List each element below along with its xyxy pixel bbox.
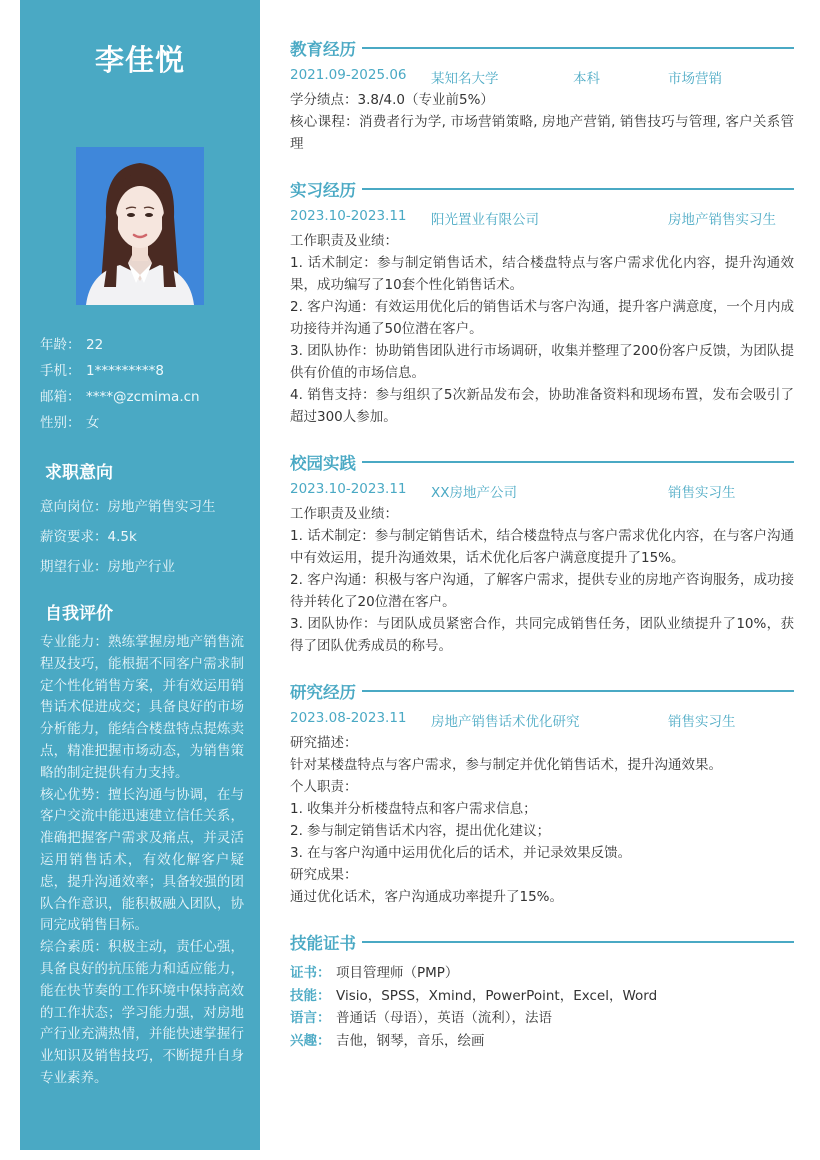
candidate-name: 李佳悦: [94, 43, 185, 77]
info-label: 手机：: [40, 363, 81, 379]
profile-photo: [76, 147, 204, 305]
portrait-image-icon: [76, 147, 204, 305]
research-line: 2. 参与制定销售话术内容，提出优化建议；: [290, 823, 551, 839]
research-line: 研究描述：: [290, 735, 358, 751]
intent-industry: [40, 556, 255, 586]
research-line: 3. 在与客户沟通中运用优化后的话术，并记录效果反馈。: [290, 845, 632, 861]
intern-line: 1. 话术制定：参与制定销售话术，结合楼盘特点与客户需求优化内容，提升沟通效果，成功编写了10套个性化销售话术。: [290, 255, 794, 293]
campus-period: 2023.10-2023.11: [290, 481, 407, 497]
section-divider: [362, 690, 794, 692]
skill-value: 项目管理师（PMP）: [336, 965, 459, 981]
edu-period: 2021.09-2025.06: [290, 67, 407, 83]
skill-value: Visio，SPSS，Xmind，PowerPoint，Excel，Word: [336, 987, 658, 1004]
skill-row-language: [290, 1007, 794, 1030]
research-line: 个人职责：: [290, 779, 358, 795]
info-age: [40, 334, 250, 360]
info-label: 年龄：: [40, 337, 81, 353]
research-line: 通过优化话术，客户沟通成功率提升了15%。: [290, 889, 564, 905]
info-gender: [40, 412, 250, 438]
intern-period: 2023.10-2023.11: [290, 208, 407, 224]
info-label: 邮箱：: [40, 389, 81, 405]
section-title: 实习经历: [290, 181, 356, 200]
info-value: 1*********8: [86, 363, 164, 379]
section-header: [290, 929, 794, 955]
research-line: 1. 收集并分析楼盘特点和客户需求信息；: [290, 801, 537, 817]
edu-courses: 核心课程：消费者行为学, 市场营销策略, 房地产营销, 销售技巧与管理, 客户关系管理: [290, 114, 794, 152]
personal-info-list: [40, 334, 250, 438]
campus-line: 2. 客户沟通：积极与客户沟通，了解客户需求，提供专业的房地产咨询服务，成功接待并转化了20位潜在客户。: [290, 572, 794, 610]
research-project: 房地产销售话术优化研究: [431, 714, 580, 730]
edu-degree: 本科: [573, 71, 600, 87]
intent-position: [40, 496, 255, 526]
research-line: 研究成果：: [290, 867, 358, 883]
campus-section: [290, 449, 794, 657]
section-title: 校园实践: [290, 454, 356, 473]
section-divider: [362, 188, 794, 190]
research-section: [290, 678, 794, 908]
section-divider: [362, 47, 794, 49]
section-header: [290, 35, 794, 61]
section-divider: [362, 461, 794, 463]
section-header: [290, 449, 794, 475]
campus-meta: [290, 481, 794, 503]
education-section: [290, 35, 794, 155]
intent-label: 意向岗位：: [40, 499, 108, 515]
intent-label: 薪资要求：: [40, 529, 108, 545]
research-role: 销售实习生: [668, 714, 736, 730]
skills-list: [290, 962, 794, 1052]
skill-label: 语言：: [290, 1010, 331, 1026]
info-value: 22: [86, 337, 104, 353]
intern-line: 4. 销售支持：参与组织了5次新品发布会，协助准备资料和现场布置，发布会吸引了超过300人参加。: [290, 387, 794, 425]
intent-value: 房地产销售实习生: [107, 499, 216, 515]
intent-salary: [40, 526, 255, 556]
skill-value: 普通话（母语），英语（流利），法语: [336, 1010, 552, 1026]
job-intent-heading: 求职意向: [45, 463, 113, 483]
skill-label: 技能：: [290, 987, 331, 1004]
edu-major: 市场营销: [668, 71, 722, 87]
intent-value: 房地产行业: [107, 559, 175, 575]
intern-line: 2. 客户沟通：有效运用优化后的销售话术与客户沟通，提升客户满意度，一个月内成功接待并沟通了50位潜在客户。: [290, 299, 794, 337]
info-label: 性别：: [40, 415, 81, 431]
campus-role: 销售实习生: [668, 485, 736, 501]
education-meta: [290, 67, 794, 89]
eval-qualities: 综合素质：积极主动，责任心强，具备良好的抗压能力和适应能力，能在快节奏的工作环境中保持高效的工作状态；学习能力强，对房地产行业充满热情，并能快速掌握行业知识及销售技巧，不断提升自身专业素养。: [40, 939, 244, 1086]
info-value: 女: [86, 415, 100, 431]
section-title: 技能证书: [290, 934, 356, 953]
campus-line: 3. 团队协作：与团队成员紧密合作，共同完成销售任务，团队业绩提升了10%，获得了团队优秀成员的称号。: [290, 616, 794, 654]
section-header: [290, 678, 794, 704]
intern-line: 工作职责及业绩：: [290, 233, 398, 249]
edu-school: 某知名大学: [431, 71, 499, 87]
job-intent-list: [40, 496, 255, 586]
skill-value: 吉他，钢琴，音乐，绘画: [336, 1032, 485, 1049]
skill-label: 兴趣：: [290, 1032, 331, 1049]
research-period: 2023.08-2023.11: [290, 710, 407, 726]
sidebar: [20, 0, 260, 1150]
self-evaluation: [40, 632, 244, 1090]
info-phone: [40, 360, 250, 386]
campus-line: 工作职责及业绩：: [290, 506, 398, 522]
section-title: 教育经历: [290, 40, 356, 59]
campus-line: 1. 话术制定：参与制定销售话术，结合楼盘特点与客户需求优化内容，在与客户沟通中有效运用，提升沟通效果，话术优化后客户满意度提升了15%。: [290, 528, 794, 566]
eval-professional: 专业能力：熟练掌握房地产销售流程及技巧，能根据不同客户需求制定个性化销售方案，并有效运用销售话术促进成交；具备良好的市场分析能力，能结合楼盘特点提炼卖点，精准把握市场动态，为销售策略的制定提供有力支持。: [40, 634, 244, 781]
eval-strengths: 核心优势：擅长沟通与协调，在与客户交流中能迅速建立信任关系，准确把握客户需求及痛点，并灵活运用销售话术，有效化解客户疑虑，提升沟通效率；具备较强的团队合作意识，能积极融入团队，协同完成销售目标。: [40, 786, 244, 934]
intern-company: 阳光置业有限公司: [431, 212, 539, 228]
self-evaluation-heading: 自我评价: [45, 604, 113, 624]
info-value: ****@zcmima.cn: [86, 389, 200, 405]
campus-company: XX房地产公司: [431, 485, 517, 501]
edu-gpa: 学分绩点：3.8/4.0（专业前5%）: [290, 92, 494, 108]
internship-meta: [290, 208, 794, 230]
info-email: [40, 386, 250, 412]
section-title: 研究经历: [290, 683, 356, 702]
skill-row-certificate: [290, 962, 794, 985]
intern-role: 房地产销售实习生: [668, 212, 776, 228]
skill-row-skills: [290, 985, 794, 1008]
section-header: [290, 176, 794, 202]
intent-label: 期望行业：: [40, 559, 108, 575]
skills-section: [290, 929, 794, 1052]
skill-label: 证书：: [290, 965, 331, 981]
skill-row-interests: [290, 1030, 794, 1053]
internship-section: [290, 176, 794, 428]
research-line: 针对某楼盘特点与客户需求，参与制定并优化销售话术，提升沟通效果。: [290, 757, 722, 773]
intent-value: 4.5k: [107, 529, 137, 545]
section-divider: [362, 941, 794, 943]
research-meta: [290, 710, 794, 732]
intern-line: 3. 团队协作：协助销售团队进行市场调研，收集并整理了200份客户反馈，为团队提供有价值的市场信息。: [290, 343, 794, 381]
